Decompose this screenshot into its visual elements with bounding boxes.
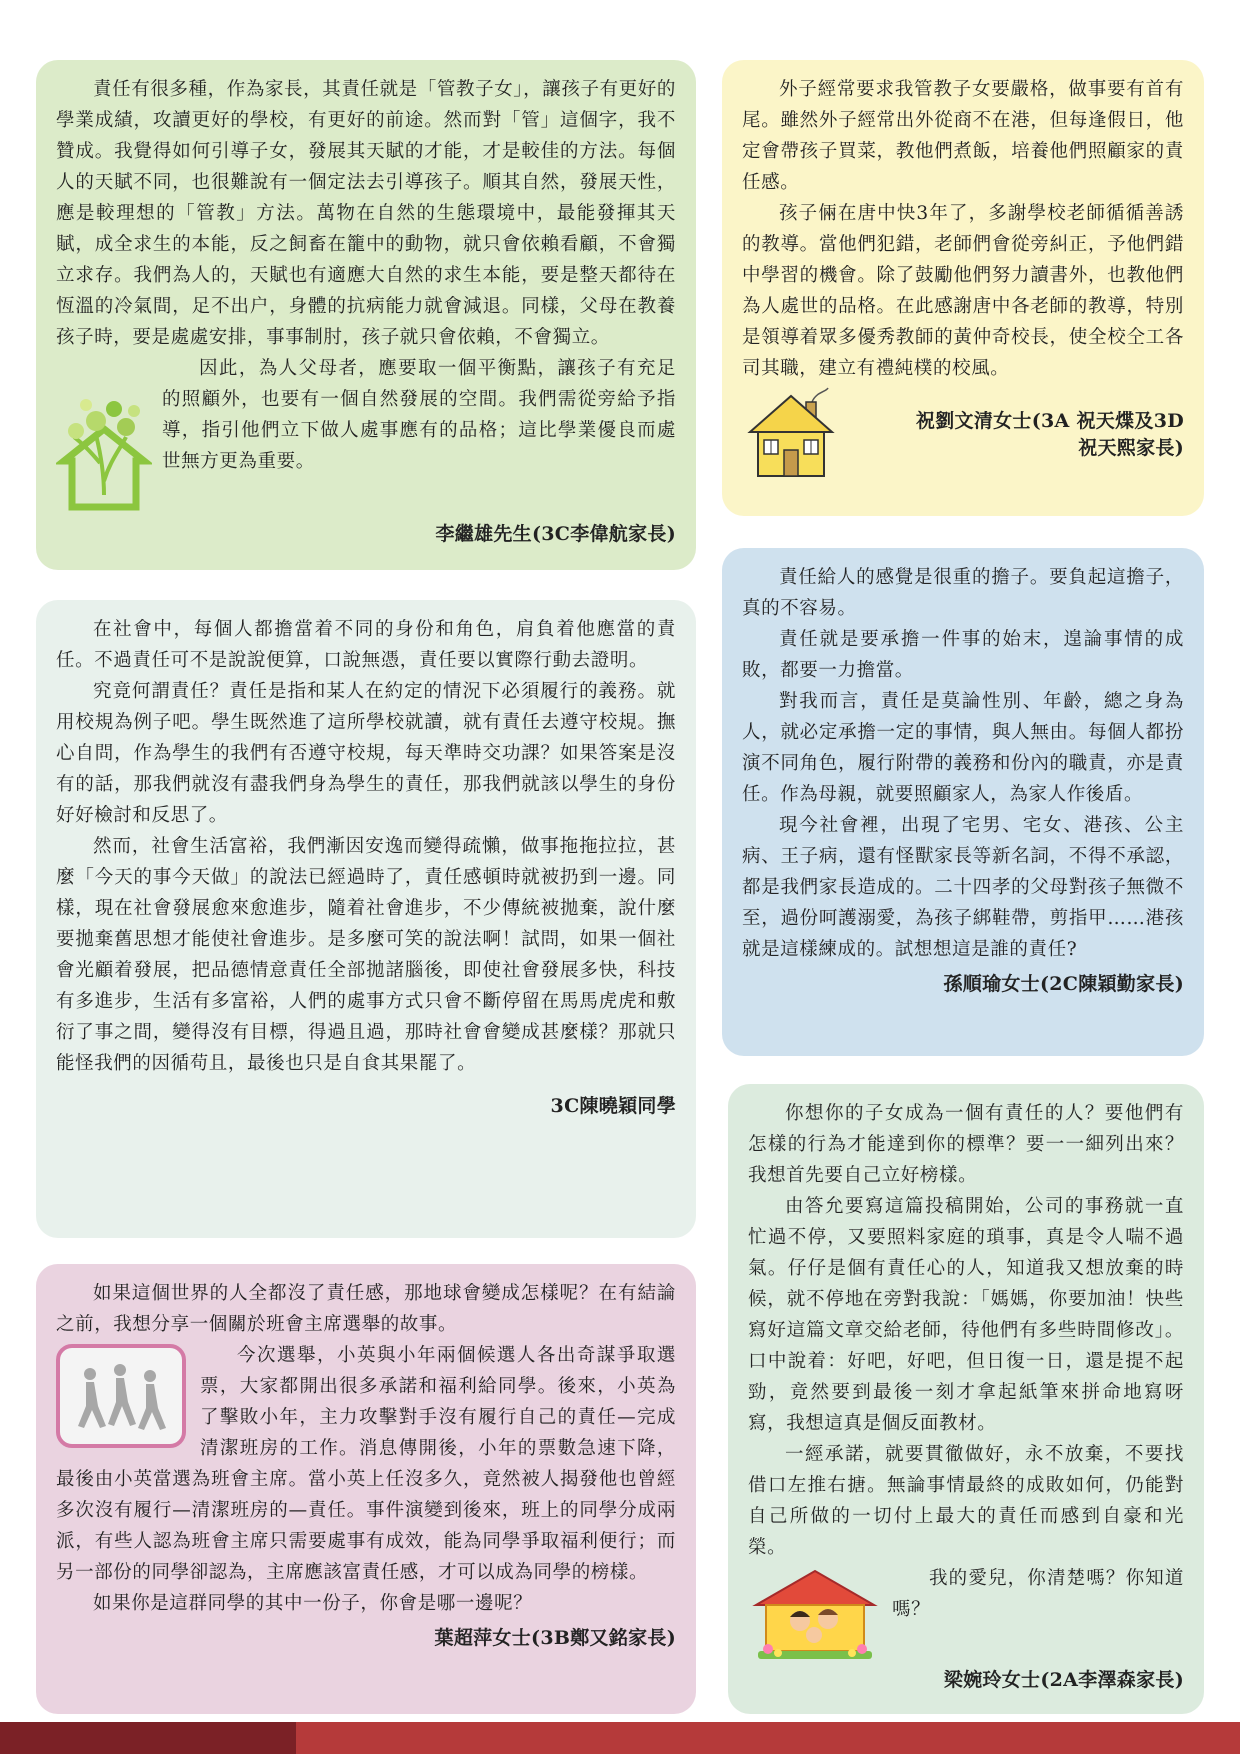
article-paragraph: 今次選舉，小英與小年兩個候選人各出奇謀爭取選票，大家都開出很多承諾和福利給同學。後來，小英為了擊敗小年，主力攻擊對手沒有履行自己的責任—完成清潔班房的工作。消息傳開後，小年的票數急速下降，最後由小英當選為班會主席。當小英上任沒多久，竟然被人揭發他也曾經多次沒有履行—清潔班房的—責任。事件演變到後來，班上的同學分成兩派，有些人認為班會主席只需要處事有成效，能為同學爭取福利便行；而另一部份的同學卻認為，主席應該富責任感，才可以成為同學的榜樣。 <box>56 1345 676 1583</box>
article-paragraph: 你想你的子女成為一個有責任的人？要他們有怎樣的行為才能達到你的標準？要一一細列出來？我想首先要自己立好榜樣。 <box>748 1103 1184 1186</box>
article-card-chan <box>36 600 696 1238</box>
article-paragraph: 對我而言，責任是莫論性別、年齡，總之身為人，就必定承擔一定的事情，與人無由。每個人都扮演不同角色，履行附帶的義務和份內的職責，亦是責任。作為母親，就要照顧家人，為家人作後盾。 <box>742 691 1184 805</box>
article-paragraph: 責任就是要承擔一件事的始末，遑論事情的成敗，都要一力擔當。 <box>742 629 1184 681</box>
article-paragraph: 究竟何謂責任？責任是指和某人在約定的情況下必須履行的義務。就用校規為例子吧。學生既然進了這所學校就讀，就有責任去遵守校規。撫心自問，作為學生的我們有否遵守校規，每天準時交功課？如果答案是沒有的話，那我們就沒有盡我們身為學生的責任，那我們就該以學生的身份好好檢討和反思了。 <box>56 681 676 826</box>
tree-house-icon <box>56 391 152 515</box>
article-paragraph: 因此，為人父母者，應要取一個平衡點，讓孩子有充足的照顧外，也要有一個自然發展的空間。我們需從旁給予指導，指引他們立下做人處事應有的品格；這比學業優良而處世無方更為重要。 <box>162 358 676 472</box>
article-paragraph: 由答允要寫這篇投稿開始，公司的事務就一直忙過不停，又要照料家庭的瑣事，真是令人喘不過氣。仔仔是個有責任心的人，知道我又想放棄的時候，就不停地在旁對我說：「媽媽，你要加油！快些寫好這篇文章交給老師，待他們有多些時間修改」。口中說着：好吧，好吧，但日復一日，還是提不起勁，竟然要到最後一刻才拿起紙筆來拼命地寫呀寫，我想這真是個反面教材。 <box>748 1196 1184 1434</box>
article-paragraph: 孩子倆在唐中快3年了，多謝學校老師循循善誘的教導。當他們犯錯，老師們會從旁糾正，予他們錯中學習的機會。除了鼓勵他們努力讀書外，也教他們為人處世的品格。在此感謝唐中各老師的教導，特別是領導着眾多優秀教師的黃仲奇校長，使全校仝工各司其職，建立有禮純樸的校風。 <box>742 203 1184 379</box>
article-card-suen <box>722 548 1204 1056</box>
family-house-icon <box>748 1565 882 1661</box>
article-paragraph: 如果這個世界的人全都沒了責任感，那地球會變成怎樣呢？在有結論之前，我想分享一個關於班會主席選舉的故事。 <box>56 1283 676 1335</box>
signature: 葉超萍女士(3B鄭又銘家長) <box>434 1627 676 1649</box>
signature: 3C陳曉穎同學 <box>550 1095 676 1117</box>
article-paragraph: 外子經常要求我管教子女要嚴格，做事要有首有尾。雖然外子經常出外從商不在港，但每逢假日，他定會帶孩子買菜，教他們煮飯，培養他們照顧家的責任感。 <box>742 79 1184 193</box>
article-card-li <box>36 60 696 570</box>
signature: 李繼雄先生(3C李偉航家長) <box>435 523 676 545</box>
article-paragraph: 現今社會裡，出現了宅男、宅女、港孩、公主病、王子病，還有怪獸家長等新名詞，不得不承認，都是我們家長造成的。二十四孝的父母對孩子無微不至，過份呵護溺愛，為孩子綁鞋帶，剪指甲……港孩就是這樣練成的。試想想這是誰的責任? <box>742 815 1184 960</box>
running-figures-image <box>56 1344 186 1448</box>
article-card-yip <box>36 1264 696 1714</box>
signature-line-1: 祝劉文清女士(3A 祝天煠及3D <box>915 410 1184 432</box>
yellow-house-icon <box>746 386 836 480</box>
article-paragraph: 責任給人的感覺是很重的擔子。要負起這擔子，真的不容易。 <box>742 567 1184 619</box>
article-card-chuk <box>722 60 1204 516</box>
signature-line-2: 祝天熙家長) <box>1078 437 1184 459</box>
article-paragraph: 在社會中，每個人都擔當着不同的身份和角色，肩負着他應當的責任。不過責任可不是說說便算，口說無憑，責任要以實際行動去證明。 <box>56 619 676 671</box>
signature: 孫順瑜女士(2C陳穎勤家長) <box>943 973 1184 995</box>
footer-bar-left <box>0 1722 296 1754</box>
article-paragraph: 然而，社會生活富裕，我們漸因安逸而變得疏懶，做事拖拖拉拉，甚麼「今天的事今天做」的說法已經過時了，責任感頓時就被扔到一邊。同樣，現在社會發展愈來愈進步，隨着社會進步，不少傳統被拋棄，說什麼要拋棄舊思想才能使社會進步。是多麼可笑的說法啊！試問，如果一個社會光顧着發展，把品德情意責任全部拋諸腦後，即使社會發展多快，科技有多進步，生活有多富裕，人們的處事方式只會不斷停留在馬馬虎虎和敷衍了事之間，變得沒有目標，得過且過，那時社會會變成甚麼樣？那就只能怪我們的因循苟且，最後也只是自食其果罷了。 <box>56 836 676 1074</box>
article-paragraph: 我的愛兒，你清楚嗎？你知道嗎？ <box>892 1568 1184 1620</box>
article-card-leung <box>728 1084 1204 1714</box>
footer-bar-right <box>296 1722 1240 1754</box>
article-paragraph: 一經承諾，就要貫徹做好，永不放棄，不要找借口左推右搪。無論事情最終的成敗如何，仍能對自己所做的一切付上最大的責任而感到自豪和光榮。 <box>748 1444 1184 1558</box>
signature: 梁婉玲女士(2A李澤森家長) <box>943 1669 1184 1691</box>
article-paragraph: 責任有很多種，作為家長，其責任就是「管教子女」，讓孩子有更好的學業成績，攻讀更好的學校，有更好的前途。然而對「管」這個字，我不贊成。我覺得如何引導子女，發展其天賦的才能，才是較佳的方法。每個人的天賦不同，也很難說有一個定法去引導孩子。順其自然，發展天性，應是較理想的「管教」方法。萬物在自然的生態環境中，最能發揮其天賦，成全求生的本能，反之飼畜在籠中的動物，就只會依賴看顧，不會獨立求存。我們為人的，天賦也有適應大自然的求生本能，要是整天都待在恆溫的冷氣間，足不出户，身體的抗病能力就會減退。同樣，父母在教養孩子時，要是處處安排，事事制肘，孩子就只會依賴，不會獨立。 <box>56 79 676 348</box>
article-paragraph: 如果你是這群同學的其中一份子，你會是哪一邊呢？ <box>93 1593 533 1614</box>
